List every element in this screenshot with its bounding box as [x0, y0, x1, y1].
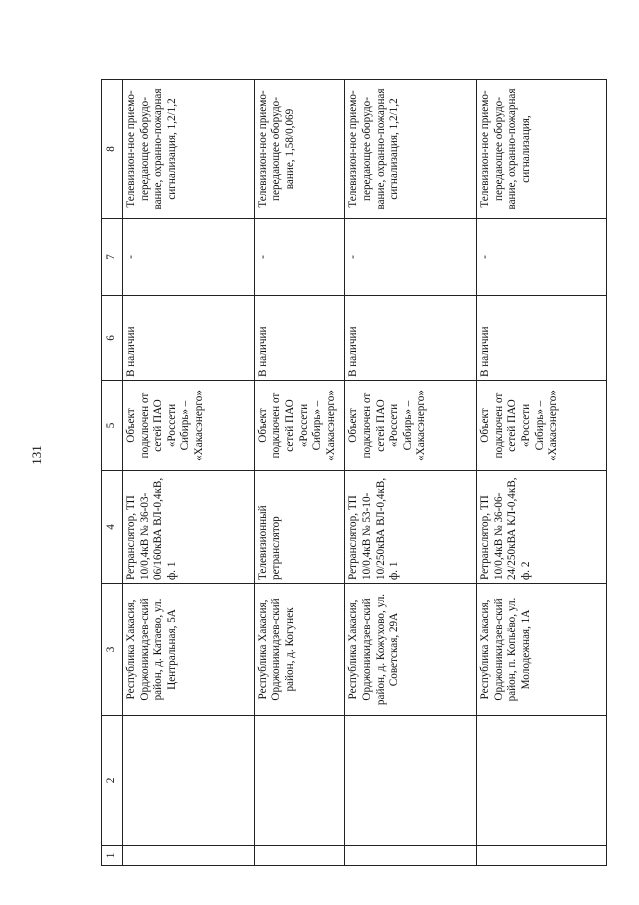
facilities-table: [101, 79, 607, 866]
cell-equipment: Телевизион-ное приемо-передающее оборудо-вание, 1,58/0,069: [254, 80, 345, 219]
cell-name: [254, 716, 345, 846]
cell-address: Республика Хакасия, Орджоникидзев-ский район, д. Кожухово, ул. Советская, 29А: [345, 584, 477, 716]
cell-name: [123, 716, 255, 846]
cell-equipment: Телевизион-ное приемо-передающее оборудо-вание, охранно-пожарная сигнализация, 1,2/1,2: [345, 80, 477, 219]
cell-name: [477, 716, 607, 846]
table-container: [101, 80, 607, 866]
cell-power-source: Объект подключен от сетей ПАО «Россети Сибирь» – «Хакасэнерго»: [123, 381, 255, 471]
column-header-8: 8: [102, 80, 123, 219]
cell-dash: -: [254, 219, 345, 296]
cell-power-source: Объект подключен от сетей ПАО «Россети Сибирь» – «Хакасэнерго»: [254, 381, 345, 471]
cell-address: Республика Хакасия, Орджоникидзев-ский район, д. Когунек: [254, 584, 345, 716]
cell-characteristics: Телевизионный ретранслятор: [254, 471, 345, 584]
page-number: 131: [29, 445, 44, 465]
cell-dash: -: [345, 219, 477, 296]
cell-power-source: Объект подключен от сетей ПАО «Россети Сибирь» – «Хакасэнерго»: [345, 381, 477, 471]
cell-dash: -: [477, 219, 607, 296]
cell-address: Республика Хакасия, Орджоникидзев-ский район, п. Копьёво, ул. Молодежная, 1А: [477, 584, 607, 716]
table-row: [254, 80, 345, 866]
column-header-6: 6: [102, 296, 123, 381]
table-row: [477, 80, 607, 866]
cell-availability: В наличии: [123, 296, 255, 381]
column-header-7: 7: [102, 219, 123, 296]
cell-number: [123, 846, 255, 866]
column-header-3: 3: [102, 584, 123, 716]
cell-availability: В наличии: [345, 296, 477, 381]
column-header-4: 4: [102, 471, 123, 584]
cell-number: [345, 846, 477, 866]
cell-name: [345, 716, 477, 846]
cell-availability: В наличии: [254, 296, 345, 381]
table-row: [123, 80, 255, 866]
cell-equipment: Телевизион-ное приемо-передающее оборудо-вание, охранно-пожарная сигнализация,: [477, 80, 607, 219]
cell-characteristics: Ретранслятор, ТП 10/0,4кВ № 36-06-24/250кВА КЛ-0,4кВ, ф. 2: [477, 471, 607, 584]
column-header-5: 5: [102, 381, 123, 471]
cell-address: Республика Хакасия, Орджоникидзев-ский район, д. Катаево, ул. Центральная, 5А: [123, 584, 255, 716]
cell-dash: -: [123, 219, 255, 296]
cell-number: [254, 846, 345, 866]
cell-characteristics: Ретранслятор, ТП 10/0,4кВ № 36-03-06/160кВА ВЛ-0,4кВ, ф. 1: [123, 471, 255, 584]
cell-number: [477, 846, 607, 866]
column-header-2: 2: [102, 716, 123, 846]
table-row: [345, 80, 477, 866]
cell-characteristics: Ретранслятор, ТП 10/0,4кВ № 53-10-10/250кВА ВЛ-0,4кВ, ф. 1: [345, 471, 477, 584]
column-header-1: 1: [102, 846, 123, 866]
cell-equipment: Телевизион-ное приемо-передающее оборудо-вание, охранно-пожарная сигнализация, 1,2/1,2: [123, 80, 255, 219]
cell-availability: В наличии: [477, 296, 607, 381]
header-row: [102, 80, 123, 866]
cell-power-source: Объект подключен от сетей ПАО «Россети Сибирь» – «Хакасэнерго»: [477, 381, 607, 471]
